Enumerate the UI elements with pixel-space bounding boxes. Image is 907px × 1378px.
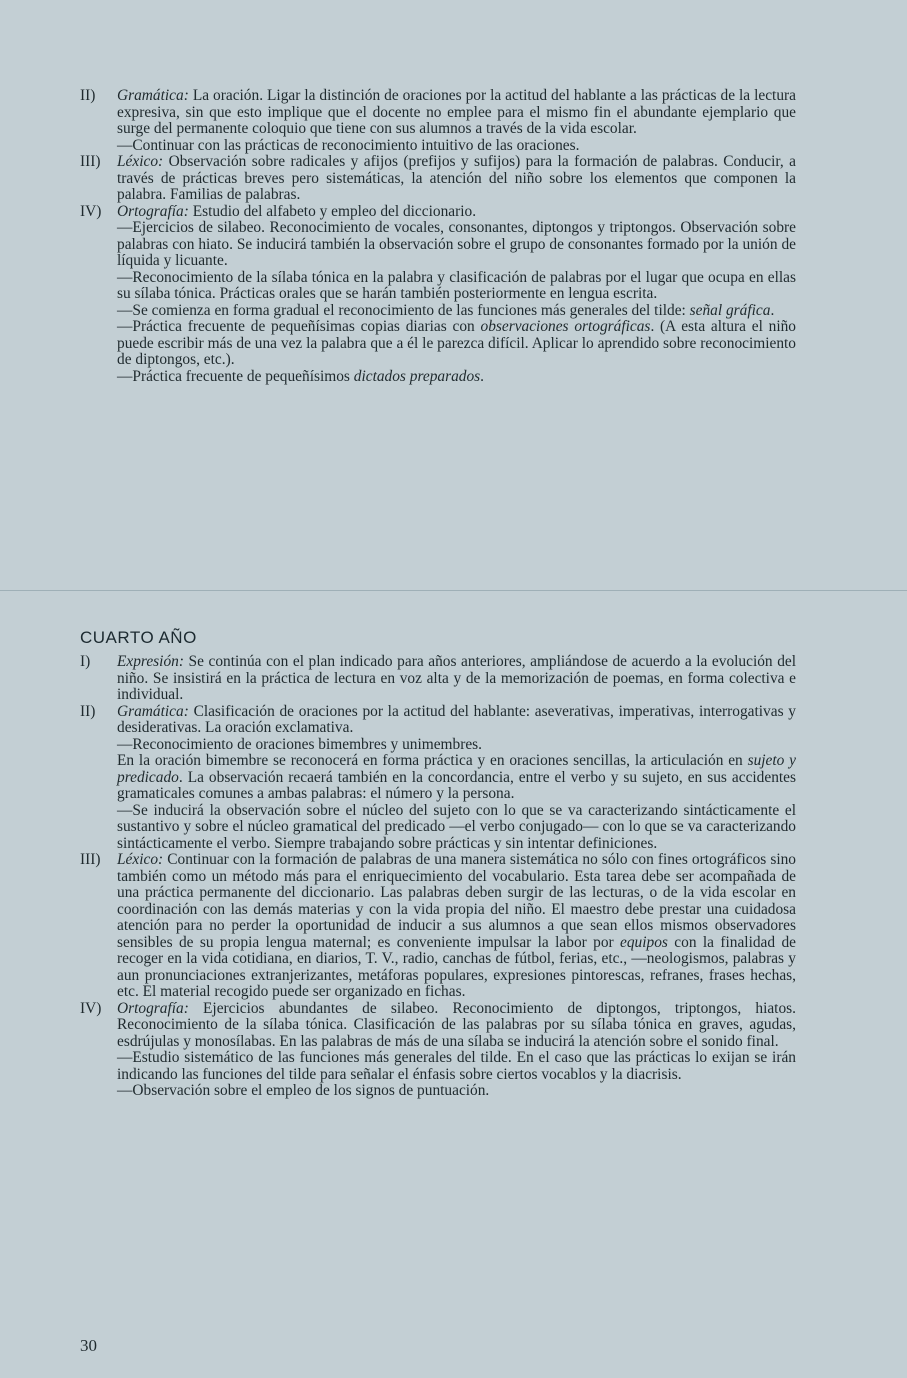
numbered-item bbox=[80, 204, 796, 386]
item-label: Gramática: bbox=[117, 87, 189, 104]
text-segment: —Observación sobre el empleo de los signos de puntuación. bbox=[117, 1082, 490, 1099]
text-segment: En la oración bimembre se reconocerá en forma práctica y en oraciones sencillas, la articulación en bbox=[117, 752, 748, 769]
item-body bbox=[117, 154, 796, 204]
text-segment: —Práctica frecuente de pequeñísimas copias diarias con bbox=[117, 318, 481, 335]
paragraph bbox=[117, 1050, 796, 1083]
item-body bbox=[117, 204, 796, 386]
paragraph bbox=[117, 369, 796, 386]
paragraph bbox=[117, 654, 796, 704]
text-segment: —Estudio sistemático de las funciones más generales del tilde. En el caso que las prácticas lo exijan se irán indicando las funciones del tilde para señalar el énfasis sobre ciertos vocablos y la diacrisis. bbox=[117, 1049, 796, 1083]
emphasis: observaciones ortográficas bbox=[480, 318, 651, 335]
item-body bbox=[117, 852, 796, 1001]
section-fourth-year bbox=[80, 628, 796, 1100]
item-label: Ortografía: bbox=[117, 202, 189, 220]
item-number: IV) bbox=[80, 999, 102, 1017]
text-segment: . La observación recaerá también en la concordancia, entre el verbo y su sujeto, en sus accidentes gramaticales comunes a ambas palabras: el número y la persona. bbox=[117, 768, 796, 802]
section-third-year-continued bbox=[80, 88, 796, 385]
item-number: II) bbox=[80, 702, 96, 720]
page-number: 30 bbox=[80, 1336, 97, 1355]
text-segment: Se continúa con el plan indicado para años anteriores, ampliándose de acuerdo a la evolución del niño. Se insistirá en la práctica de lectura en voz alta y de la memorización de poemas, en forma colectiva e individual. bbox=[117, 653, 796, 703]
item-number: III) bbox=[80, 153, 101, 170]
text-segment: —Se inducirá la observación sobre el núcleo del sujeto con lo que se va caracterizando sintácticamente el sustantivo y sobre el núcleo gramatical del predicado —el verbo conjugado— con lo que se va caracterizando sintácticamente el verbo. Siempre trabajando sobre prácticas y sin intentar definiciones. bbox=[117, 801, 796, 852]
emphasis: sujeto y predicado bbox=[117, 752, 796, 786]
text-segment: Continuar con la formación de palabras de una manera sistemática no sólo con fines ortográficos sino también como un método más para el enriquecimiento del vocabulario. Esta tarea debe ser acompañada de una práctica permanente del diccionario. Las palabras deben surgir de las lecturas, o de la vida escolar en coordinación con las demás materias y con la vida propia del niño. El maestro debe prestar una cuidadosa atención para no perder la oportunidad de inducir a sus alumnos a que sean ellos mismos observadores sensibles de su propia lengua maternal; es conveniente impulsar la labor por bbox=[117, 851, 796, 951]
numbered-item bbox=[80, 1001, 796, 1100]
paragraph bbox=[117, 704, 796, 737]
paragraph bbox=[117, 803, 796, 853]
paragraph bbox=[117, 303, 796, 320]
paragraph bbox=[117, 88, 796, 138]
section-divider bbox=[0, 590, 907, 591]
text-segment: —Continuar con las prácticas de reconocimiento intuitivo de las oraciones. bbox=[117, 136, 580, 154]
numbered-item bbox=[80, 654, 796, 704]
text-segment: . (A esta altura el niño puede escribir más de una vez la palabra que a él le parezca difícil. Aplicar lo aprendido sobre reconocimiento de diptongos, etc.). bbox=[117, 318, 796, 368]
paragraph bbox=[117, 319, 796, 369]
numbered-item bbox=[80, 852, 796, 1001]
paragraph bbox=[117, 204, 796, 221]
emphasis: equipos bbox=[620, 933, 668, 951]
paragraph bbox=[117, 154, 796, 204]
paragraph bbox=[117, 270, 796, 303]
text-segment: —Reconocimiento de oraciones bimembres y unimembres. bbox=[117, 735, 483, 753]
paragraph bbox=[117, 852, 796, 1001]
text-segment: —Práctica frecuente de pequeñísimos bbox=[117, 367, 354, 385]
item-number: I) bbox=[80, 653, 91, 670]
text-segment: . bbox=[770, 301, 775, 319]
numbered-item bbox=[80, 704, 796, 853]
text-segment: con la finalidad de recoger en la vida cotidiana, en diarios, T. V., radio, canchas de fútbol, ferias, etc., —neologismos, palabras y aun pronunciaciones extranjerizantes, metáforas populares, expresiones pintorescas, refranes, frases hechas, etc. El material recogido puede ser organizado en fichas. bbox=[117, 933, 796, 1000]
text-segment: . bbox=[480, 367, 485, 385]
paragraph bbox=[117, 1001, 796, 1051]
text-segment: —Reconocimiento de la sílaba tónica en la palabra y clasificación de palabras por el lugar que ocupa en ellas su sílaba tónica. Prácticas orales que se harán también posteriormente en lengua escrita. bbox=[117, 268, 796, 302]
paragraph bbox=[117, 1083, 796, 1100]
item-label: Ortografía: bbox=[117, 999, 189, 1017]
item-label: Léxico: bbox=[117, 153, 164, 170]
text-segment: Observación sobre radicales y afijos (prefijos y sufijos) para la formación de palabras. Conducir, a través de prácticas breves pero sistemáticas, la atención del niño sobre los elementos que componen la palabra. Familias de palabras. bbox=[117, 153, 796, 203]
section-heading: CUARTO AÑO bbox=[80, 628, 197, 647]
text-segment: La oración. Ligar la distinción de oraciones por la actitud del hablante a las prácticas de la lectura expresiva, sin que esto implique que el docente no emplee para el mismo fin el abundante ejemplario que surge del permanente coloquio que tiene con sus alumnos a través de la vida escolar. bbox=[117, 87, 796, 137]
item-body bbox=[117, 88, 796, 154]
item-body bbox=[117, 654, 796, 704]
item-body bbox=[117, 704, 796, 853]
emphasis: dictados preparados bbox=[353, 367, 481, 385]
paragraph bbox=[117, 220, 796, 270]
item-body bbox=[117, 1001, 796, 1100]
text-segment: —Se comienza en forma gradual el reconocimiento de las funciones más generales del tilde: bbox=[117, 301, 690, 319]
item-number: IV) bbox=[80, 202, 102, 220]
emphasis: señal gráfica bbox=[689, 301, 771, 319]
text-segment: Estudio del alfabeto y empleo del diccionario. bbox=[192, 202, 477, 220]
numbered-item bbox=[80, 154, 796, 204]
paragraph bbox=[117, 753, 796, 803]
item-label: Gramática: bbox=[117, 702, 189, 720]
paragraph bbox=[117, 737, 796, 754]
text-segment: Ejercicios abundantes de silabeo. Reconocimiento de diptongos, triptongos, hiatos. Reconocimiento de la sílaba tónica. Clasificación de las palabras por su sílaba tónica en graves, agudas, esdrújulas y monosílabas. En las palabras de más de una sílaba se inducirá la atención sobre el sonido final. bbox=[117, 999, 796, 1050]
item-number: II) bbox=[80, 87, 96, 104]
paragraph bbox=[117, 138, 796, 155]
text-segment: Clasificación de oraciones por la actitud del hablante: aseverativas, imperativas, interrogativas y desiderativas. La oración exclamativa. bbox=[117, 702, 796, 736]
text-segment: —Ejercicios de silabeo. Reconocimiento de vocales, consonantes, diptongos y triptongos. Observación sobre palabras con hiato. Se inducirá también la observación sobre el grupo de consonantes formado por la unión de líquida y licuante. bbox=[117, 219, 796, 269]
item-label: Léxico: bbox=[117, 851, 164, 868]
item-number: III) bbox=[80, 851, 101, 868]
item-label: Expresión: bbox=[117, 653, 184, 670]
numbered-item bbox=[80, 88, 796, 154]
